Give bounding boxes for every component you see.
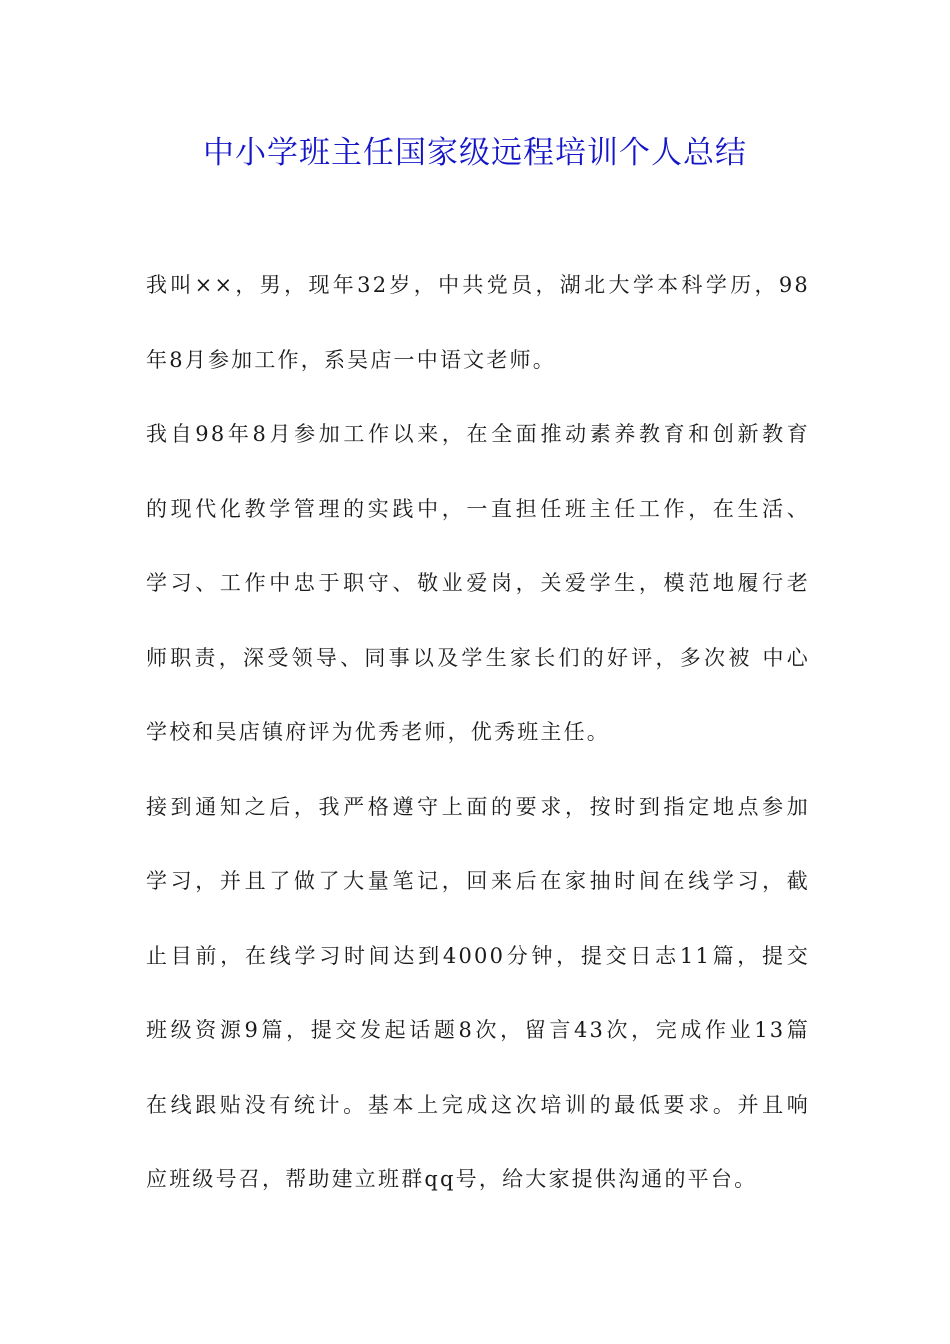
- paragraph-training: [146, 784, 810, 1231]
- text-line: 学校和吴店镇府评为优秀老师，优秀班主任。: [146, 720, 610, 744]
- text-line: 我叫××，男，现年32岁，中共党员，湖北大学本科学历，98: [146, 273, 810, 297]
- text-line: 师职责，深受领导、同事以及学生家长们的好评，多次被 中心: [146, 645, 810, 670]
- text-line: 的现代化教学管理的实践中，一直担任班主任工作，在生活、: [146, 496, 810, 521]
- text-line: 接到通知之后，我严格遵守上面的要求，按时到指定地点参加: [146, 794, 810, 819]
- text-line: 班级资源9篇，提交发起话题8次，留言43次，完成作业13篇: [146, 1018, 810, 1042]
- text-line: 年8月参加工作，系吴店一中语文老师。: [146, 347, 556, 372]
- paragraph-experience: [146, 411, 810, 784]
- text-line: 学习、工作中忠于职守、敬业爱岗，关爱学生，模范地履行老: [146, 571, 810, 595]
- text-line: 学习，并且了做了大量笔记，回来后在家抽时间在线学习，截: [146, 869, 810, 893]
- document-title: 中小学班主任国家级远程培训个人总结: [203, 135, 747, 171]
- document-body: [146, 262, 810, 1231]
- text-line: 应班级号召，帮助建立班群qq号，给大家提供沟通的平台。: [146, 1167, 758, 1191]
- text-line: 在线跟贴没有统计。基本上完成这次培训的最低要求。并且响: [146, 1092, 810, 1117]
- paragraph-intro: [146, 262, 810, 411]
- text-line: 我自98年8月参加工作以来，在全面推动素养教育和创新教育: [146, 422, 810, 446]
- text-line: 止目前，在线学习时间达到4000分钟，提交日志11篇，提交: [146, 943, 810, 968]
